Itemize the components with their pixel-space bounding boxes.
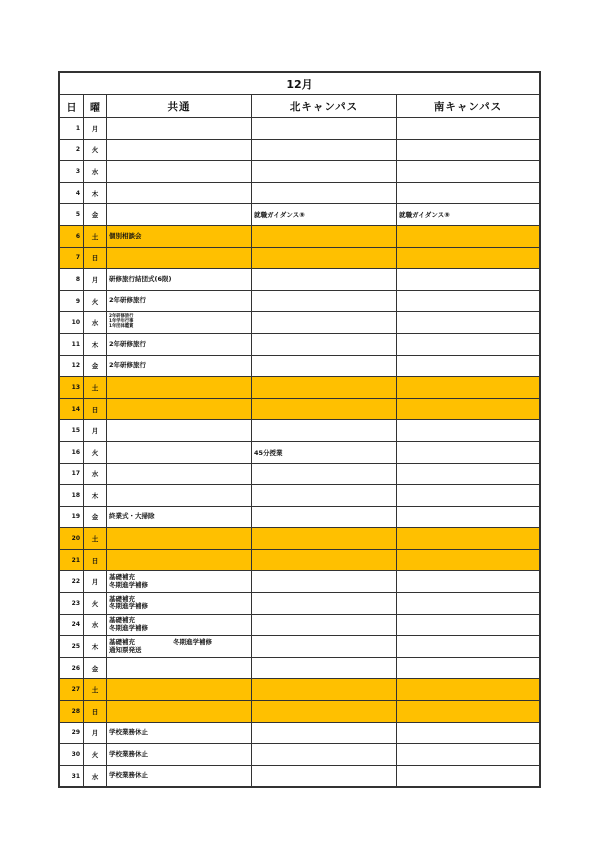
day-row <box>60 744 540 766</box>
weekday-cell: 水 <box>84 765 107 787</box>
south-campus-cell[interactable] <box>397 182 540 204</box>
north-campus-cell[interactable]: 就職ガイダンス⑨ <box>252 204 397 226</box>
common-cell[interactable] <box>107 614 252 636</box>
day-row <box>60 636 540 658</box>
north-campus-cell[interactable] <box>252 377 397 399</box>
day-number: 21 <box>60 549 84 571</box>
day-number: 14 <box>60 398 84 420</box>
day-row <box>60 657 540 679</box>
north-campus-cell[interactable] <box>252 398 397 420</box>
day-row <box>60 398 540 420</box>
day-number: 20 <box>60 528 84 550</box>
day-row <box>60 333 540 355</box>
common-cell[interactable] <box>107 225 252 247</box>
south-campus-cell[interactable] <box>397 593 540 615</box>
common-cell[interactable] <box>107 247 252 269</box>
day-row <box>60 204 540 226</box>
day-number: 19 <box>60 506 84 528</box>
weekday-cell: 火 <box>84 290 107 312</box>
north-campus-cell[interactable] <box>252 679 397 701</box>
north-campus-cell[interactable] <box>252 744 397 766</box>
common-cell[interactable] <box>107 312 252 334</box>
weekday-cell: 日 <box>84 701 107 723</box>
north-campus-cell[interactable] <box>252 420 397 442</box>
weekday-cell: 土 <box>84 377 107 399</box>
weekday-cell: 日 <box>84 549 107 571</box>
day-row <box>60 118 540 140</box>
weekday-cell: 土 <box>84 528 107 550</box>
day-number: 1 <box>60 118 84 140</box>
south-campus-cell[interactable] <box>397 269 540 291</box>
common-event: 研修旅行結団式(6限) <box>109 274 172 283</box>
common-cell[interactable] <box>107 593 252 615</box>
common-cell[interactable] <box>107 333 252 355</box>
weekday-cell: 月 <box>84 420 107 442</box>
south-campus-cell[interactable] <box>397 290 540 312</box>
south-campus-cell[interactable] <box>397 765 540 787</box>
weekday-cell: 水 <box>84 614 107 636</box>
weekday-cell: 火 <box>84 139 107 161</box>
weekday-cell: 土 <box>84 225 107 247</box>
weekday-cell: 金 <box>84 506 107 528</box>
south-campus-cell[interactable] <box>397 614 540 636</box>
common-cell[interactable] <box>107 528 252 550</box>
common-cell[interactable] <box>107 765 252 787</box>
south-campus-cell[interactable] <box>397 571 540 593</box>
north-campus-cell[interactable] <box>252 722 397 744</box>
day-row <box>60 247 540 269</box>
south-campus-cell[interactable] <box>397 679 540 701</box>
common-event: 2年研修旅行 <box>109 339 147 348</box>
common-cell[interactable] <box>107 441 252 463</box>
day-number: 23 <box>60 593 84 615</box>
day-number: 22 <box>60 571 84 593</box>
common-event: 基礎補充 <box>109 594 135 603</box>
day-number: 24 <box>60 614 84 636</box>
south-campus-cell[interactable] <box>397 355 540 377</box>
day-row <box>60 549 540 571</box>
day-row <box>60 528 540 550</box>
north-campus-cell[interactable] <box>252 765 397 787</box>
day-row <box>60 225 540 247</box>
common-event: 基礎補充 <box>109 638 135 647</box>
day-row <box>60 355 540 377</box>
day-number: 12 <box>60 355 84 377</box>
day-row <box>60 506 540 528</box>
common-event: 学校業務休止 <box>109 749 148 758</box>
day-number: 29 <box>60 722 84 744</box>
south-campus-cell[interactable] <box>397 377 540 399</box>
weekday-cell: 水 <box>84 312 107 334</box>
south-campus-cell[interactable] <box>397 441 540 463</box>
north-campus-cell[interactable] <box>252 463 397 485</box>
day-row <box>60 679 540 701</box>
day-number: 16 <box>60 441 84 463</box>
day-number: 25 <box>60 636 84 658</box>
north-campus-cell[interactable] <box>252 118 397 140</box>
south-campus-cell[interactable] <box>397 225 540 247</box>
schedule-table <box>59 72 540 787</box>
common-cell[interactable] <box>107 269 252 291</box>
weekday-cell: 水 <box>84 463 107 485</box>
common-cell[interactable] <box>107 118 252 140</box>
common-cell[interactable] <box>107 355 252 377</box>
common-cell[interactable] <box>107 377 252 399</box>
weekday-cell: 金 <box>84 657 107 679</box>
day-row <box>60 161 540 183</box>
day-row <box>60 139 540 161</box>
calendar-sheet <box>58 71 541 788</box>
header-north-campus: 北キャンパス <box>252 95 397 118</box>
day-row <box>60 377 540 399</box>
south-campus-cell[interactable] <box>397 139 540 161</box>
common-cell[interactable] <box>107 485 252 507</box>
common-cell[interactable] <box>107 701 252 723</box>
weekday-cell: 水 <box>84 161 107 183</box>
south-campus-cell[interactable] <box>397 657 540 679</box>
common-event: 1年団体鑑賞 <box>109 324 134 330</box>
weekday-cell: 土 <box>84 679 107 701</box>
day-row <box>60 614 540 636</box>
common-cell[interactable] <box>107 506 252 528</box>
day-row <box>60 182 540 204</box>
day-number: 9 <box>60 290 84 312</box>
north-campus-cell[interactable] <box>252 161 397 183</box>
day-number: 10 <box>60 312 84 334</box>
weekday-cell: 火 <box>84 744 107 766</box>
south-campus-cell[interactable] <box>397 636 540 658</box>
north-campus-cell[interactable] <box>252 139 397 161</box>
south-campus-cell[interactable] <box>397 420 540 442</box>
day-number: 4 <box>60 182 84 204</box>
common-cell[interactable] <box>107 549 252 571</box>
common-cell[interactable] <box>107 420 252 442</box>
day-number: 13 <box>60 377 84 399</box>
north-campus-cell[interactable] <box>252 312 397 334</box>
south-campus-cell[interactable] <box>397 549 540 571</box>
common-cell[interactable] <box>107 679 252 701</box>
common-cell[interactable] <box>107 182 252 204</box>
day-number: 28 <box>60 701 84 723</box>
common-event: 2年研修旅行 <box>109 314 134 320</box>
north-campus-cell[interactable] <box>252 225 397 247</box>
weekday-cell: 月 <box>84 722 107 744</box>
south-campus-cell[interactable] <box>397 528 540 550</box>
north-campus-cell[interactable] <box>252 355 397 377</box>
weekday-cell: 木 <box>84 485 107 507</box>
south-campus-cell[interactable] <box>397 118 540 140</box>
north-campus-cell[interactable] <box>252 571 397 593</box>
north-campus-cell[interactable] <box>252 593 397 615</box>
north-campus-cell[interactable] <box>252 528 397 550</box>
weekday-cell: 月 <box>84 571 107 593</box>
north-campus-cell[interactable] <box>252 506 397 528</box>
common-event-extra: 冬期進学補修 <box>173 638 212 647</box>
day-number: 3 <box>60 161 84 183</box>
day-number: 27 <box>60 679 84 701</box>
north-campus-cell[interactable] <box>252 485 397 507</box>
north-campus-cell[interactable] <box>252 614 397 636</box>
north-campus-cell[interactable] <box>252 657 397 679</box>
day-row <box>60 441 540 463</box>
day-row <box>60 463 540 485</box>
weekday-cell: 月 <box>84 118 107 140</box>
south-campus-cell[interactable] <box>397 312 540 334</box>
weekday-cell: 火 <box>84 441 107 463</box>
common-event: 基礎補充 <box>109 573 135 582</box>
common-cell[interactable] <box>107 722 252 744</box>
common-cell[interactable] <box>107 657 252 679</box>
south-campus-cell[interactable] <box>397 463 540 485</box>
day-number: 17 <box>60 463 84 485</box>
common-event: 通知票発送 <box>109 645 142 654</box>
day-number: 15 <box>60 420 84 442</box>
day-number: 2 <box>60 139 84 161</box>
north-campus-cell[interactable] <box>252 549 397 571</box>
south-campus-cell[interactable]: 就職ガイダンス⑨ <box>397 204 540 226</box>
common-event: 個別相談会 <box>109 231 142 240</box>
north-campus-cell[interactable] <box>252 333 397 355</box>
month-title: 12月 <box>60 73 540 95</box>
common-cell[interactable] <box>107 636 252 658</box>
north-campus-cell[interactable] <box>252 269 397 291</box>
north-campus-cell[interactable] <box>252 636 397 658</box>
common-event: 冬期進学補修 <box>109 623 148 632</box>
day-number: 26 <box>60 657 84 679</box>
weekday-cell: 金 <box>84 355 107 377</box>
weekday-cell: 木 <box>84 333 107 355</box>
south-campus-cell[interactable] <box>397 701 540 723</box>
north-campus-cell[interactable] <box>252 247 397 269</box>
south-campus-cell[interactable] <box>397 247 540 269</box>
south-campus-cell[interactable] <box>397 485 540 507</box>
day-row <box>60 269 540 291</box>
day-row <box>60 593 540 615</box>
title-row <box>60 73 540 95</box>
common-event: 冬期進学補修 <box>109 602 148 611</box>
header-row <box>60 95 540 118</box>
weekday-cell: 火 <box>84 593 107 615</box>
day-number: 6 <box>60 225 84 247</box>
weekday-cell: 日 <box>84 398 107 420</box>
header-common: 共通 <box>107 95 252 118</box>
south-campus-cell[interactable] <box>397 398 540 420</box>
weekday-cell: 木 <box>84 636 107 658</box>
common-event: 学校業務休止 <box>109 728 148 737</box>
south-campus-cell[interactable] <box>397 722 540 744</box>
day-number: 7 <box>60 247 84 269</box>
day-number: 30 <box>60 744 84 766</box>
day-row <box>60 290 540 312</box>
north-campus-cell[interactable]: 45分授業 <box>252 441 397 463</box>
common-event: 終業式・大掃除 <box>109 512 155 521</box>
day-number: 5 <box>60 204 84 226</box>
south-campus-cell[interactable] <box>397 333 540 355</box>
south-campus-cell[interactable] <box>397 161 540 183</box>
common-event: 冬期進学補修 <box>109 580 148 589</box>
day-row <box>60 571 540 593</box>
common-cell[interactable] <box>107 161 252 183</box>
day-row <box>60 722 540 744</box>
common-event: 基礎補充 <box>109 616 135 625</box>
day-row <box>60 701 540 723</box>
day-row <box>60 420 540 442</box>
day-row <box>60 765 540 787</box>
day-number: 11 <box>60 333 84 355</box>
common-cell[interactable] <box>107 398 252 420</box>
day-row <box>60 485 540 507</box>
day-number: 8 <box>60 269 84 291</box>
common-cell[interactable] <box>107 139 252 161</box>
south-campus-cell[interactable] <box>397 506 540 528</box>
north-campus-cell[interactable] <box>252 701 397 723</box>
weekday-cell: 日 <box>84 247 107 269</box>
common-event: 2年研修旅行 <box>109 296 147 305</box>
day-number: 31 <box>60 765 84 787</box>
weekday-cell: 木 <box>84 182 107 204</box>
day-number: 18 <box>60 485 84 507</box>
north-campus-cell[interactable] <box>252 182 397 204</box>
weekday-cell: 月 <box>84 269 107 291</box>
header-weekday: 曜 <box>84 95 107 118</box>
day-row <box>60 312 540 334</box>
common-event: 学校業務休止 <box>109 771 148 780</box>
header-day: 日 <box>60 95 84 118</box>
header-south-campus: 南キャンパス <box>397 95 540 118</box>
common-cell[interactable] <box>107 744 252 766</box>
common-event: 1年学年行事 <box>109 319 134 325</box>
common-cell[interactable] <box>107 290 252 312</box>
common-cell[interactable] <box>107 204 252 226</box>
common-event: 2年研修旅行 <box>109 361 147 370</box>
common-cell[interactable] <box>107 463 252 485</box>
weekday-cell: 金 <box>84 204 107 226</box>
common-cell[interactable] <box>107 571 252 593</box>
south-campus-cell[interactable] <box>397 744 540 766</box>
north-campus-cell[interactable] <box>252 290 397 312</box>
